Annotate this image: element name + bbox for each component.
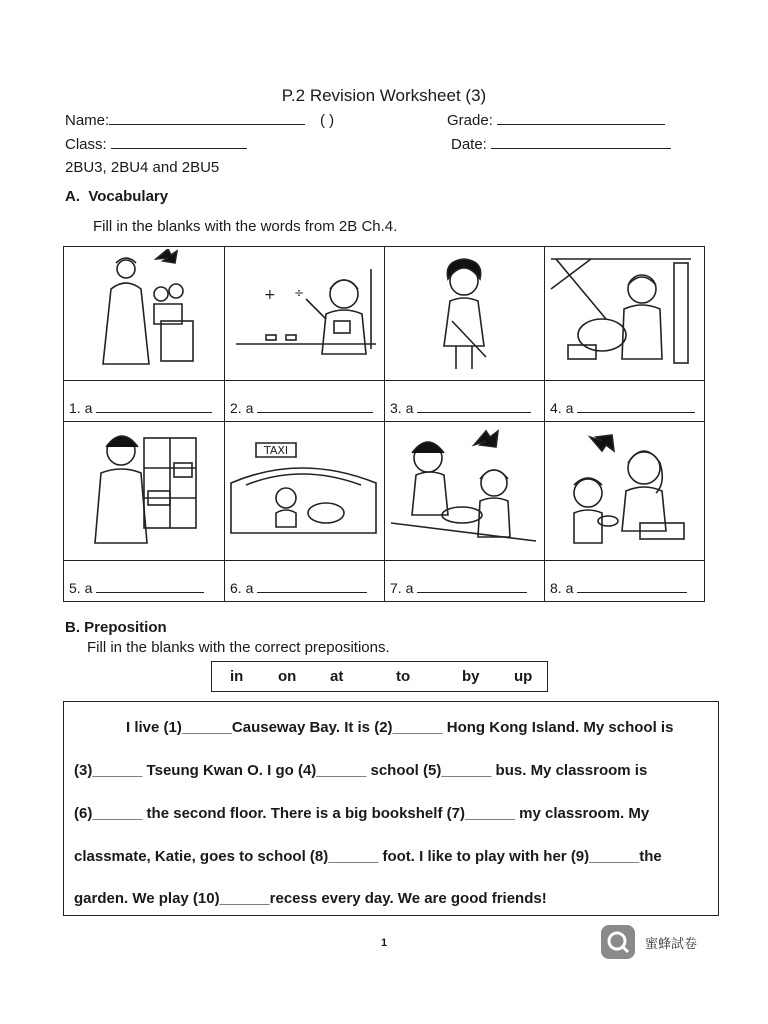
item-3-label: 3. a [390, 400, 531, 416]
cleaner-picture [386, 249, 542, 378]
doctor-picture [546, 423, 702, 558]
item-7-blank[interactable] [417, 580, 527, 593]
item-1-blank[interactable] [96, 400, 212, 413]
section-b-instruction: Fill in the blanks with the correct prepositions. [87, 639, 390, 656]
name-row [65, 112, 305, 129]
section-b-heading: B. Preposition [65, 619, 167, 636]
nurse-picture [66, 249, 222, 378]
grade-label: Grade: [447, 112, 493, 129]
passage-line: garden. We play (10)______recess every day. We are good friends! [74, 890, 547, 907]
item-1-label: 1. a [69, 400, 212, 416]
grade-blank[interactable] [497, 112, 665, 125]
name-label: Name: [65, 112, 110, 129]
waitress-picture [386, 423, 542, 558]
class-blank[interactable] [111, 136, 247, 149]
taxi-picture [226, 423, 382, 558]
class-label: Class: [65, 136, 107, 153]
postman-picture [66, 423, 222, 558]
word-bank-item: up [514, 668, 533, 685]
vocabulary-grid [63, 246, 705, 602]
item-8-blank[interactable] [577, 580, 687, 593]
word-bank-item: by [462, 668, 480, 685]
date-blank[interactable] [491, 136, 671, 149]
item-4-blank[interactable] [577, 400, 695, 413]
svg-text:+: + [264, 287, 276, 303]
item-2-blank[interactable] [257, 400, 373, 413]
worksheet-title: P.2 Revision Worksheet (3) [281, 86, 487, 105]
section-a-instruction: Fill in the blanks with the words from 2B Ch.4. [93, 218, 398, 235]
word-bank-item: on [278, 668, 297, 685]
page-number: 1 [380, 937, 388, 949]
item-5-label: 5. a [69, 580, 204, 596]
passage-line: (3)______ Tseung Kwan O. I go (4)______ school (5)______ bus. My classroom is [74, 762, 648, 779]
item-8-label: 8. a [550, 580, 687, 596]
word-bank-item: in [230, 668, 244, 685]
word-bank-item: at [330, 668, 344, 685]
date-label: Date: [451, 136, 487, 153]
bus-driver-picture [546, 249, 702, 378]
passage-line: I live (1)______Causeway Bay. It is (2)______ Hong Kong Island. My school is [126, 719, 674, 736]
passage-box [63, 701, 719, 916]
passage-line: classmate, Katie, goes to school (8)______ foot. I like to play with her (9)______the [74, 848, 662, 865]
date-row [451, 136, 671, 153]
section-a-title: Vocabulary [88, 188, 169, 205]
teacher-picture [226, 249, 382, 378]
svg-text:÷: ÷ [294, 286, 305, 300]
grade-row [447, 112, 665, 129]
svg-text:TAXI: TAXI [264, 444, 289, 457]
passage-line: (6)______ the second floor. There is a big bookshelf (7)______ my classroom. My [74, 805, 650, 822]
item-6-label: 6. a [230, 580, 367, 596]
item-2-label: 2. a [230, 400, 373, 416]
item-5-blank[interactable] [96, 580, 204, 593]
watermark-text: 蜜蜂試卷 [645, 936, 698, 951]
word-bank-item: to [396, 668, 411, 685]
item-4-label: 4. a [550, 400, 695, 416]
item-6-blank[interactable] [257, 580, 367, 593]
name-blank[interactable] [109, 112, 305, 125]
units-text: 2BU3, 2BU4 and 2BU5 [65, 159, 220, 176]
word-bank [211, 661, 548, 692]
item-3-blank[interactable] [417, 400, 531, 413]
item-7-label: 7. a [390, 580, 527, 596]
app-logo-icon [601, 925, 635, 959]
section-a-letter: A. [65, 188, 80, 205]
section-a-heading [65, 188, 168, 205]
class-number-bracket: ( ) [320, 112, 335, 129]
class-row [65, 136, 247, 153]
